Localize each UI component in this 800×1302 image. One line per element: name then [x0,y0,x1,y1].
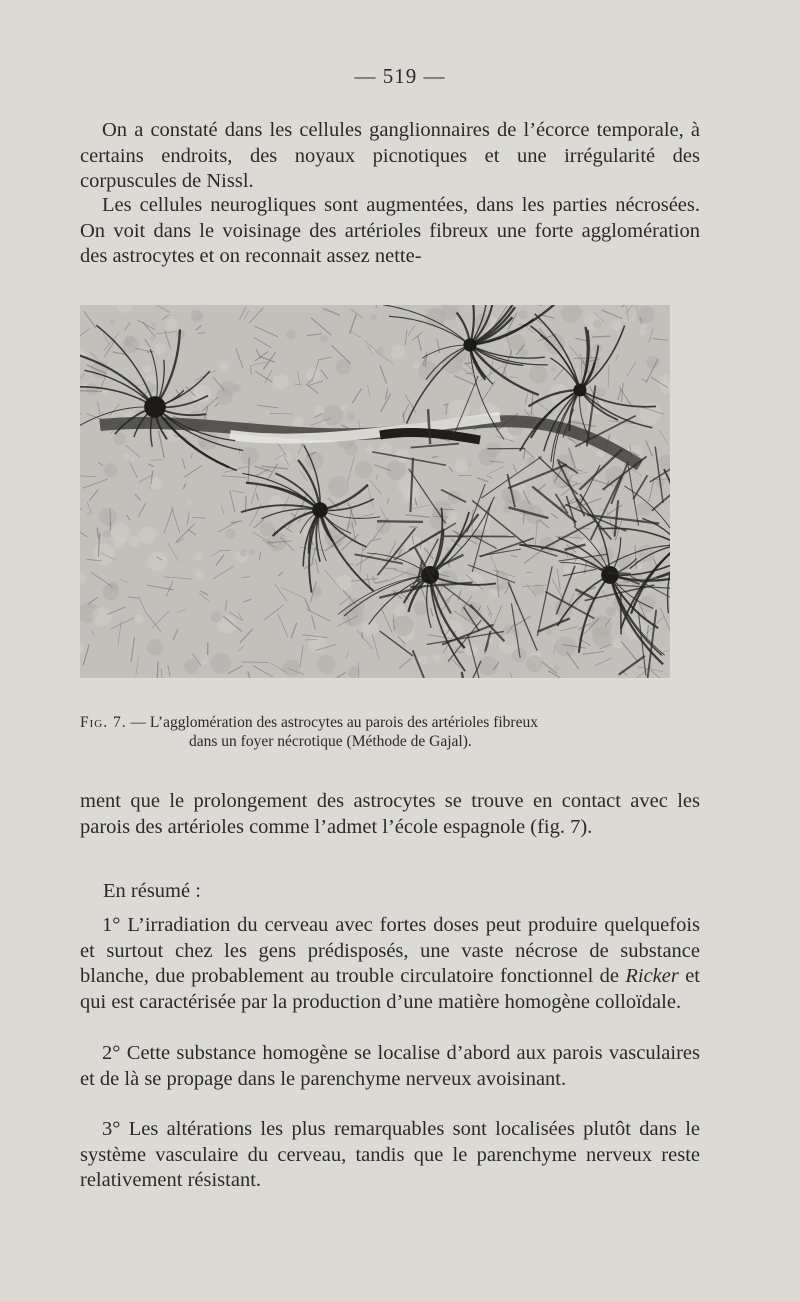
summary-title: En résumé : [103,880,201,902]
summary-item-1-before: 1° L’irradiation du cerveau avec fortes doses peut produire quelquefois et surtout chez les gens prédisposés, une vaste nécrose de substance blanche, due probablement au trouble circulatoire fonctionnel de [80,914,700,988]
summary-item-1-after: et qui est caractérisée par la production d’une matière homogène colloïdale. [80,965,700,1013]
summary-item-2: 2° Cette substance homogène se localise d’abord aux parois vasculaires et de là se propage dans le parenchyme nerveux avoisinant. [80,1042,700,1090]
paragraph-intro-1 [80,118,700,195]
paragraph-intro-1-text: On a constaté dans les cellules ganglionnaires de l’écorce temporale, à certains endroits, des noyaux picnotiques et une irrégularité des corpuscules de Nissl. [80,119,700,193]
paragraph-intro-2: Les cellules neurogliques sont augmentées, dans les parties nécrosées. On voit dans le voisinage des artérioles fibreux une forte agglomération des astrocytes et on reconnait assez nette- [80,194,700,268]
figure-caption-label: Fig. 7. [80,714,127,731]
figure-caption-line2: dans un foyer nécrotique (Méthode de Gajal). [189,733,472,750]
figure-caption [80,713,700,751]
micrograph-image [80,305,670,678]
page-number: — 519 — [354,64,446,88]
summary-item-1 [80,913,700,1015]
summary-item-3: 3° Les altérations les plus remarquables sont localisées plutôt dans le système vasculaire du cerveau, tandis que le parenchyme nerveux reste relativement résistant. [80,1118,700,1192]
paragraph-after-figure: ment que le prolongement des astrocytes se trouve en contact avec les parois des artérioles comme l’admet l’école espagnole (fig. 7). [80,790,700,838]
summary-item-1-author: Ricker [625,965,679,988]
figure-caption-line1: — L’agglomération des astrocytes au parois des artérioles fibreux [126,714,538,731]
figure-micrograph [80,305,670,678]
